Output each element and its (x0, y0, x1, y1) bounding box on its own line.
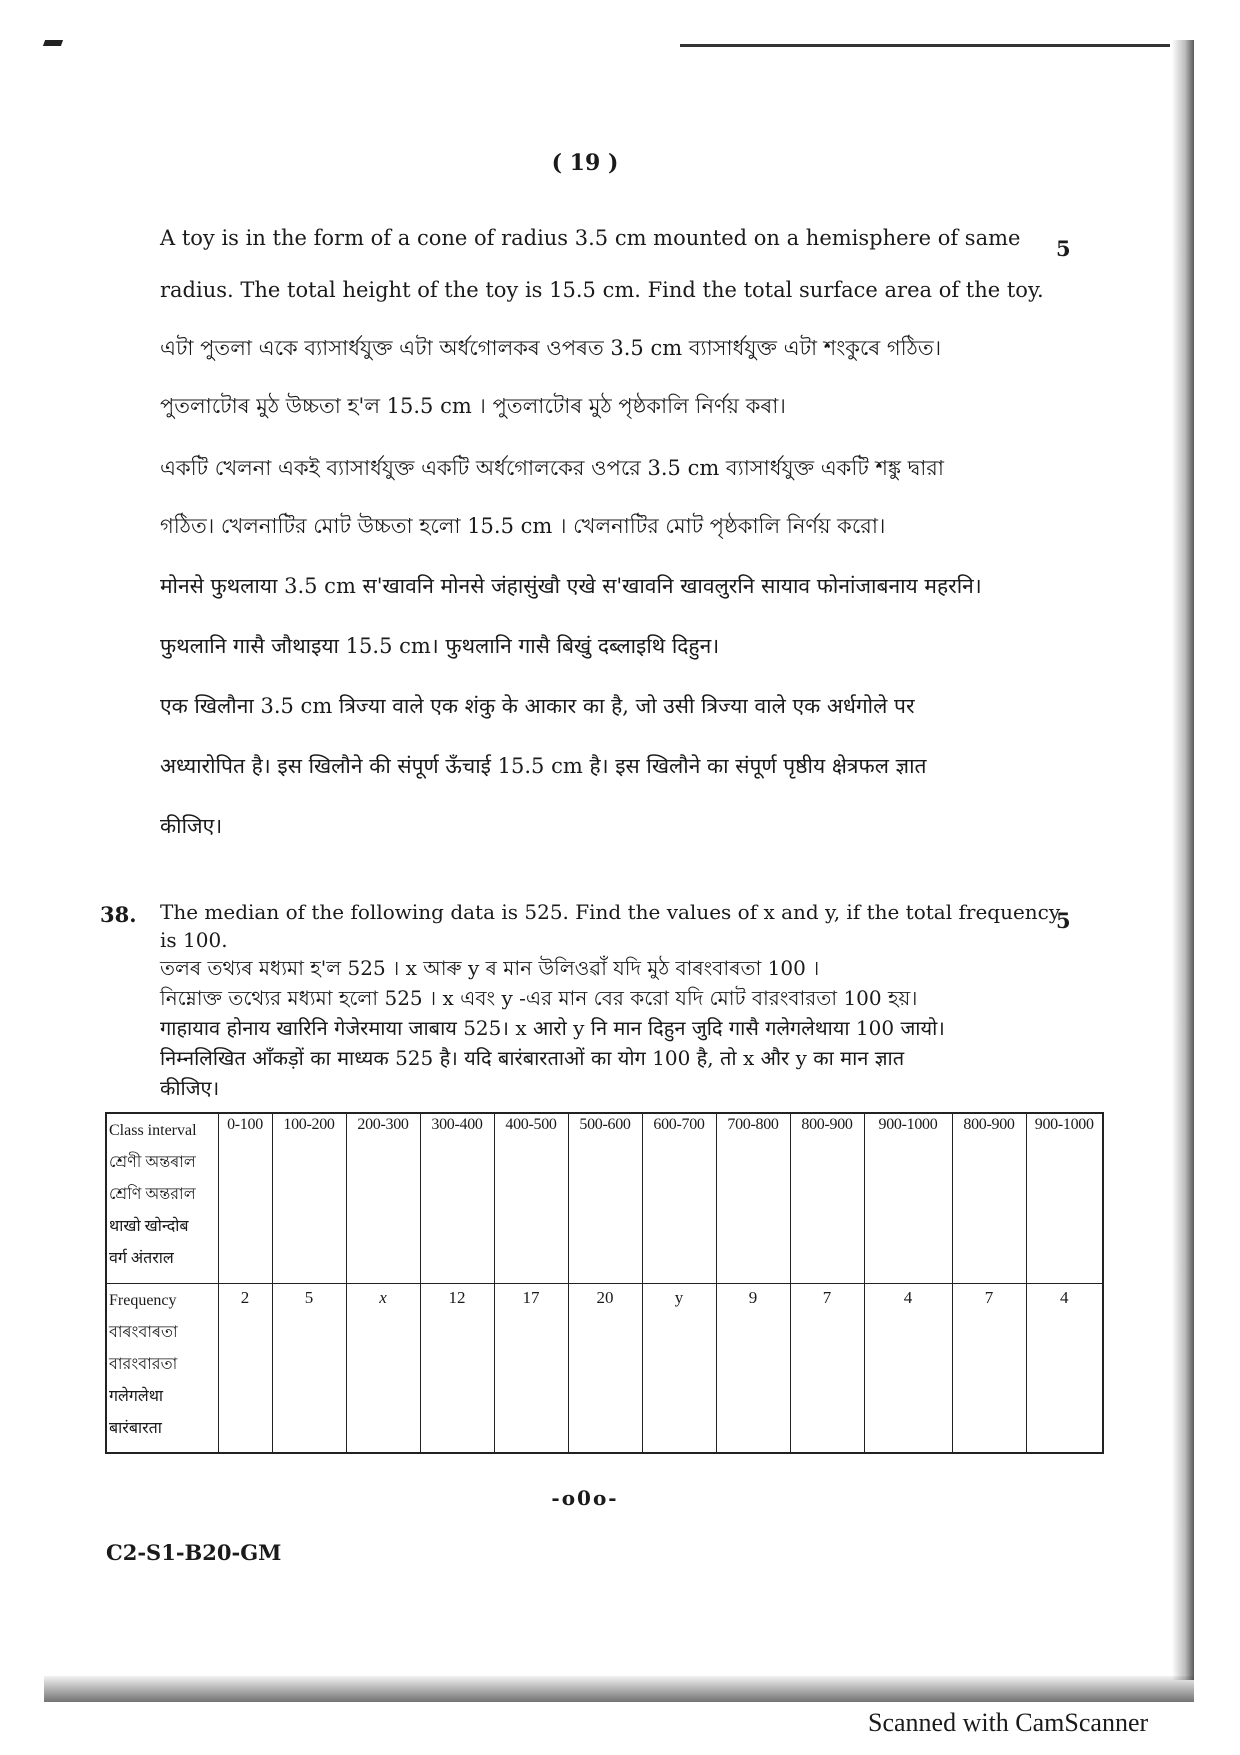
q38-line: कीजिए। (160, 1076, 220, 1100)
frequency-cell: x (346, 1283, 420, 1453)
q37-line: একটি খেলনা একই ব্যাসার্ধযুক্ত একটি অর্ধগোলকের ওপরে 3.5 cm ব্যাসার্ধযুক্ত একটি শঙ্কু দ্বারা (160, 456, 944, 480)
q37-line: গঠিত। খেলনাটির মোট উচ্চতা হলো 15.5 cm । খেলনাটির মোট পৃষ্ঠকালি নির্ণয় করো। (160, 514, 886, 538)
class-interval-cell: 800-900 (790, 1113, 864, 1283)
class-interval-cell: 300-400 (420, 1113, 494, 1283)
row-label: শ্রেণি অন্তরাল (109, 1186, 196, 1203)
q38-marks: 5 (1056, 908, 1071, 933)
end-of-paper-mark: -o0o- (551, 1486, 619, 1510)
q37-line: अध्यारोपित है। इस खिलौने की संपूर्ण ऊँचाई 15.5 cm है। इस खिलौने का संपूर्ण पृष्ठीय क्षेत्रफल ज्ञात (160, 754, 927, 778)
q38-line: is 100. (160, 928, 228, 952)
q38-number: 38. (100, 902, 137, 927)
scan-corner-mark (43, 40, 63, 46)
q38-line: নিম্নোক্ত তথ্যের মধ্যমা হলো 525 । x এবং y -এর মান বের করো যদি মোট বারংবারতা 100 হয়। (160, 986, 918, 1010)
class-interval-header (106, 1113, 218, 1283)
class-interval-cell: 500-600 (568, 1113, 642, 1283)
row-label: Frequency (109, 1291, 177, 1309)
class-interval-cell: 900-1000 (864, 1113, 952, 1283)
frequency-table (105, 1112, 1104, 1454)
q37-line: radius. The total height of the toy is 15.5 cm. Find the total surface area of the toy. (160, 278, 1044, 302)
q37-line: मोनसे फुथलाया 3.5 cm स'खावनि मोनसे जंहासुंखौ एखे स'खावनि खावलुरनि सायाव फोनांजाबनाय महरनि। (160, 574, 982, 598)
scan-right-shadow (1172, 40, 1194, 1680)
row-label: थाखो खोन्दोब (109, 1218, 189, 1235)
q37-line: एक खिलौना 3.5 cm त्रिज्या वाले एक शंकु के आकार का है, जो उसी त्रिज्या वाले एक अर्धगोले पर (160, 694, 915, 718)
q37-line: A toy is in the form of a cone of radius 3.5 cm mounted on a hemisphere of same (160, 226, 1021, 250)
row-label: वर्ग अंतराल (109, 1250, 174, 1267)
q37-marks: 5 (1056, 236, 1071, 261)
q38-line: निम्नलिखित आँकड़ों का माध्यक 525 है। यदि बारंबारताओं का योग 100 है, तो x और y का मान ज्ञात (160, 1046, 905, 1070)
frequency-row (106, 1283, 1103, 1453)
q37-line: फुथलानि गासै जौथाइया 15.5 cm। फुथलानि गासै बिखुं दब्लाइथि दिहुन। (160, 634, 720, 658)
class-interval-cell: 100-200 (272, 1113, 346, 1283)
class-interval-cell: 800-900 (952, 1113, 1026, 1283)
class-interval-row (106, 1113, 1103, 1283)
class-interval-cell: 400-500 (494, 1113, 568, 1283)
frequency-cell: 9 (716, 1283, 790, 1453)
row-label: Class interval (109, 1122, 197, 1139)
frequency-cell: 17 (494, 1283, 568, 1453)
frequency-cell: 4 (1026, 1283, 1103, 1453)
row-label: শ্ৰেণী অন্তৰাল (109, 1154, 196, 1171)
scanner-watermark: Scanned with CamScanner (868, 1708, 1149, 1737)
row-label: বাৰংবাৰতা (109, 1323, 178, 1341)
frequency-cell: 7 (790, 1283, 864, 1453)
class-interval-cell: 900-1000 (1026, 1113, 1103, 1283)
q37-line: এটা পুতলা একে ব্যাসাৰ্ধযুক্ত এটা অৰ্ধগোলকৰ ওপৰত 3.5 cm ব্যাসাৰ্ধযুক্ত এটা শংকুৰে গঠিত। (160, 336, 942, 360)
scan-top-edge (680, 44, 1170, 47)
class-interval-cell: 0-100 (218, 1113, 272, 1283)
row-label: गलेगलेथा (109, 1387, 164, 1405)
class-interval-cell: 600-700 (642, 1113, 716, 1283)
q37-line: कीजिए। (160, 814, 223, 838)
class-interval-cell: 200-300 (346, 1113, 420, 1283)
row-label: बारंबारता (109, 1419, 162, 1437)
class-interval-cell: 700-800 (716, 1113, 790, 1283)
frequency-cell: 7 (952, 1283, 1026, 1453)
row-label: বারংবারতা (109, 1355, 178, 1373)
q37-line: পুতলাটোৰ মুঠ উচ্চতা হ'ল 15.5 cm । পুতলাটোৰ মুঠ পৃষ্ঠকালি নিৰ্ণয় কৰা। (160, 394, 786, 418)
frequency-cell: 12 (420, 1283, 494, 1453)
frequency-cell: y (642, 1283, 716, 1453)
page-number: ( 19 ) (551, 150, 619, 176)
scan-bottom-shadow (44, 1676, 1194, 1702)
q38-line: তলৰ তথ্যৰ মধ্যমা হ'ল 525 । x আৰু y ৰ মান উলিওৱাঁ যদি মুঠ বাৰংবাৰতা 100 । (160, 956, 820, 980)
frequency-cell: 20 (568, 1283, 642, 1453)
paper-code: C2-S1-B20-GM (106, 1540, 282, 1565)
frequency-header (106, 1283, 218, 1453)
frequency-cell: 5 (272, 1283, 346, 1453)
frequency-cell: 2 (218, 1283, 272, 1453)
q38-line: The median of the following data is 525. Find the values of x and y, if the total frequency (160, 900, 1061, 924)
frequency-cell: 4 (864, 1283, 952, 1453)
q38-line: गाहायाव होनाय खारिनि गेजेरमाया जाबाय 525। x आरो y नि मान दिहुन जुदि गासै गलेगलेथाया 100 जायो। (160, 1016, 945, 1040)
